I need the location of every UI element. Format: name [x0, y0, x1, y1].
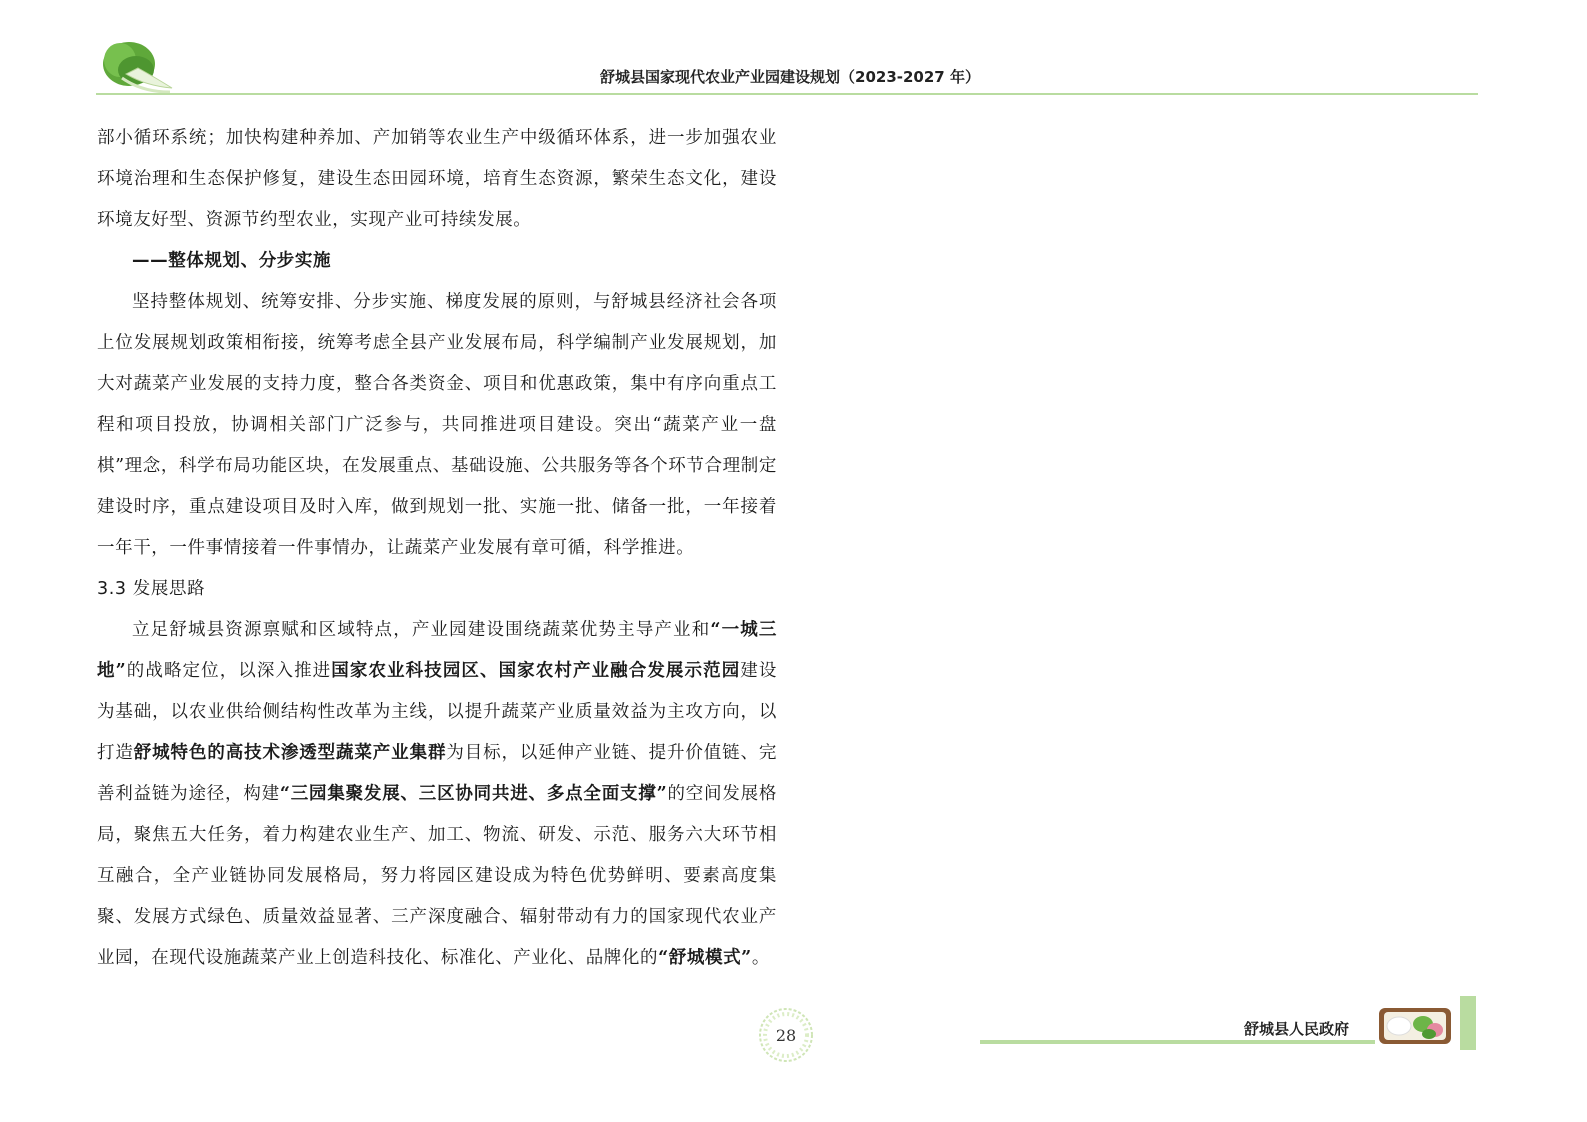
paragraph-overall-planning: 坚持整体规划、统筹安排、分步实施、梯度发展的原则，与舒城县经济社会各项上位发展规划政策相衔接，统筹考虑全县产业发展布局，科学编制产业发展规划，加大对蔬菜产业发展的支持力度，整合各类资金、项目和优惠政策，集中有序向重点工程和项目投放，协调相关部门广泛参与，共同推进项目建设。突出“蔬菜产业一盘棋”理念，科学布局功能区块，在发展重点、基础设施、公共服务等各个环节合理制定建设时序，重点建设项目及时入库，做到规划一批、实施一批、储备一批，一年接着一年干，一件事情接着一件事情办，让蔬菜产业发展有章可循，科学推进。	[97, 292, 777, 558]
page-body	[97, 118, 777, 979]
vegetable-basket-icon	[1377, 1002, 1457, 1048]
section-heading-development-approach: 3.3 发展思路	[97, 579, 206, 599]
text-run: 为目标，以延伸产业链、提升价值链、完善利益链为途径，构建	[97, 743, 777, 804]
paragraph-continuation: 部小循环系统；加快构建种养加、产加销等农业生产中级循环体系，进一步加强农业环境治理和生态保护修复，建设生态田园环境，培育生态资源，繁荣生态文化，建设环境友好型、资源节约型农业，实现产业可持续发展。	[97, 128, 777, 230]
emphasis-run: 国家农业科技园区、国家农村产业融合发展示范园	[331, 661, 741, 681]
paragraph-development-approach	[97, 610, 777, 979]
emphasis-run: “舒城模式”	[658, 948, 752, 968]
footer-organization: 舒城县人民政府	[1244, 1020, 1350, 1038]
emphasis-run: 舒城特色的高技术渗透型蔬菜产业集群	[133, 743, 447, 763]
emphasis-run: “一城三地”	[97, 620, 777, 681]
subheading-overall-planning: ——整体规划、分步实施	[132, 251, 332, 271]
emphasis-run: “三园集聚发展、三区协同共进、多点全面支撑”	[279, 784, 668, 804]
text-run: 的空间发展格局，聚焦五大任务，着力构建农业生产、加工、物流、研发、示范、服务六大环节相互融合，全产业链协同发展格局，努力将园区建设成为特色优势鲜明、要素高度集聚、发展方式绿色、质量效益显著、三产深度融合、辐射带动有力的国家现代农业产业园，在现代设施蔬菜产业上创造科技化、标准化、产业化、品牌化的	[97, 784, 777, 968]
text-run: 建设为基础，以农业供给侧结构性改革为主线，以提升蔬菜产业质量效益为主攻方向，以打造	[97, 661, 777, 763]
text-run: 立足舒城县资源禀赋和区域特点，产业园建设围绕蔬菜优势主导产业和	[132, 620, 711, 640]
page-number-badge	[757, 1006, 815, 1064]
text-run: 。	[751, 948, 770, 968]
document-header-title: 舒城县国家现代农业产业园建设规划（2023-2027 年）	[600, 68, 980, 86]
footer-accent-bar	[1460, 996, 1476, 1050]
footer-divider	[980, 1040, 1375, 1044]
bok-choy-icon	[96, 38, 176, 96]
page-number: 28	[775, 1025, 797, 1045]
header-divider	[96, 93, 1478, 95]
text-run: 的战略定位，以深入推进	[126, 661, 332, 681]
